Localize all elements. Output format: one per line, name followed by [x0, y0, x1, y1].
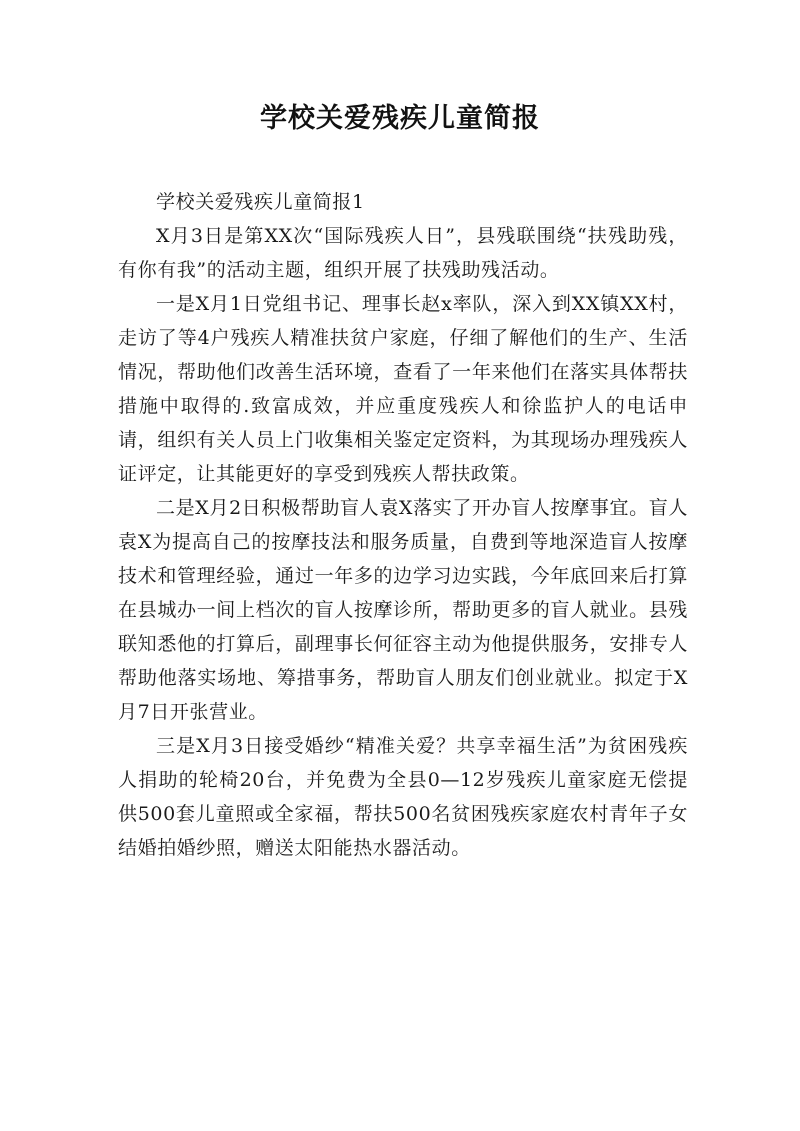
paragraph-item-2: 二是X月2日积极帮助盲人袁X落实了开办盲人按摩事宜。盲人袁X为提高自己的按摩技法和服务质量，自费到等地深造盲人按摩技术和管理经验，通过一年多的边学习边实践，今年底回来后打算在县城办一间上档次的盲人按摩诊所，帮助更多的盲人就业。县残联知悉他的打算后，副理事长何征容主动为他提供服务，安排专人帮助他落实场地、筹措事务，帮助盲人朋友们创业就业。拟定于X月7日开张营业。	[118, 497, 688, 723]
paragraph-intro: X月3日是第XX次“国际残疾人日”，县残联围绕“扶残助残，有你有我”的活动主题，组织开展了扶残助残活动。	[118, 225, 688, 281]
document-body	[118, 185, 688, 865]
paragraph-item-3: 三是X月3日接受婚纱“精准关爱？共享幸福生活”为贫困残疾人捐助的轮椅20台，并免费为全县0—12岁残疾儿童家庭无偿提供500套儿童照或全家福，帮扶500名贫困残疾家庭农村青年子女结婚拍婚纱照，赠送太阳能热水器活动。	[118, 735, 688, 859]
document-title: 学校关爱残疾儿童简报	[260, 103, 540, 134]
paragraph-item-1: 一是X月1日党组书记、理事长赵x率队，深入到XX镇XX村，走访了等4户残疾人精准扶贫户家庭，仔细了解他们的生产、生活情况，帮助他们改善生活环境，查看了一年来他们在落实具体帮扶措施中取得的.致富成效，并应重度残疾人和徐监护人的电话申请，组织有关人员上门收集相关鉴定定资料，为其现场办理残疾人证评定，让其能更好的享受到残疾人帮扶政策。	[118, 293, 688, 485]
paragraph-subtitle: 学校关爱残疾儿童简报1	[156, 191, 365, 213]
